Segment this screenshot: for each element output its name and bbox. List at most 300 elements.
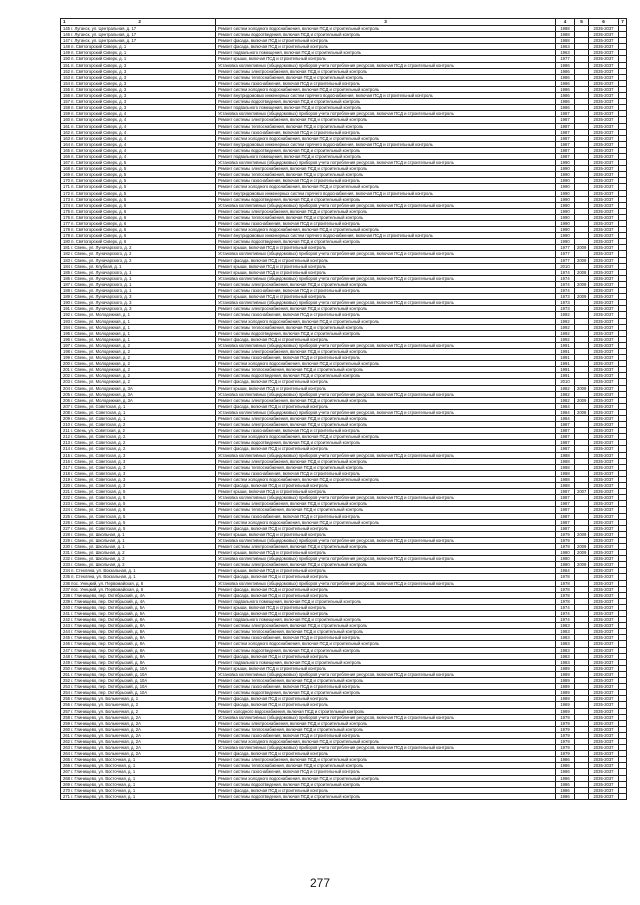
- page-number: 277: [309, 876, 331, 890]
- row-address: п. Святогорский Скверк, д. 6: [71, 233, 127, 239]
- row-year-cell: 1987: [556, 434, 575, 440]
- row-period-cell: 2035-2037: [589, 397, 619, 403]
- row-work-cell: Ремонт систем холодного водоснабжения, включая ПСД и строительный контроль: [216, 641, 556, 647]
- row-repair-year-cell: 2009: [575, 550, 589, 556]
- row-address: г. Свень, ул. Луначарского, д. 3: [71, 300, 132, 306]
- row-address: п. Святогорский Скверк, д. 5: [71, 166, 127, 172]
- row-year-cell: 1964: [556, 568, 575, 574]
- row-number: 247: [63, 647, 70, 653]
- row-period-cell: 2035-2037: [589, 44, 619, 50]
- row-work-cell: Ремонт фасада, включая ПСД и строительный контроль: [216, 586, 556, 592]
- row-year-cell: 1991: [556, 342, 575, 348]
- row-address: г. Свень, ул. Молодежная, д. 1: [71, 330, 130, 336]
- row-number: 220: [63, 483, 70, 489]
- row-address: г. Глинищево, пер. Октябрьский, д. 10А: [71, 678, 148, 684]
- row-year-cell: 1987: [556, 446, 575, 452]
- row-year-cell: 1987: [556, 422, 575, 428]
- row-year-cell: 1983: [556, 623, 575, 629]
- row-work-cell: Ремонт системы электроснабжения, включая ПСД и строительный контроль: [216, 623, 556, 629]
- row-number: 172: [63, 190, 70, 196]
- row-period-cell: 2035-2037: [589, 32, 619, 38]
- row-address: г. Свень, ул. Молодежная, д. 3А: [71, 397, 133, 403]
- row-number: 230: [63, 543, 70, 549]
- row-work-cell: Ремонт фасада, включая ПСД и строительный контроль: [216, 653, 556, 659]
- row-number: 243: [63, 623, 70, 629]
- row-address: п. Святогорский Скверк, д. 5: [71, 196, 127, 202]
- row-work-cell: Установка коллективных (общедомовых) приборов учета потребления ресурсов, включая ПСД и строительный контроль: [216, 745, 556, 751]
- row-year-cell: 1973: [556, 294, 575, 300]
- row-work-cell: Установка коллективных (общедомовых) приборов учета потребления ресурсов, включая ПСД и строительный контроль: [216, 111, 556, 117]
- row-period-cell: 2035-2037: [589, 355, 619, 361]
- row-period-cell: 2035-2037: [589, 99, 619, 105]
- row-work-cell: Ремонт системы теплоснабжения, включая ПСД и строительный контроль: [216, 123, 556, 129]
- row-address: г. Свень, ул. Молодежная, д. 1: [71, 324, 130, 330]
- row-address: г. Свень, ул. Молодежная, д. 3А: [71, 391, 133, 397]
- row-work-cell: Ремонт подвального помещения, включая ПСД и строительный контроль: [216, 617, 556, 623]
- row-work-cell: Ремонт фасада, включая ПСД и строительный контроль: [216, 696, 556, 702]
- row-year-cell: 1986: [556, 74, 575, 80]
- row-work-cell: Установка коллективных (общедомовых) приборов учета потребления ресурсов, включая ПСД и строительный контроль: [216, 275, 556, 281]
- row-address: г. Глинищево, пер. Октябрьский, д. 10А: [71, 690, 148, 696]
- row-year-cell: 1991: [556, 373, 575, 379]
- row-address: г. Свень, ул. Советская, д. 5: [71, 507, 126, 513]
- row-work-cell: Ремонт системы теплоснабжения, включая ПСД и строительный контроль: [216, 726, 556, 732]
- row-number: 242: [63, 617, 70, 623]
- header-col-1-2: 1 2: [61, 19, 216, 26]
- row-period-cell: 2035-2037: [589, 726, 619, 732]
- row-work-cell: Ремонт системы газоснабжения, включая ПСД и строительный контроль: [216, 732, 556, 738]
- capital-repair-table: [60, 18, 627, 800]
- row-work-cell: Ремонт системы электроснабжения, включая ПСД и строительный контроль: [216, 720, 556, 726]
- row-number: 200: [63, 361, 70, 367]
- row-address: г. Свень, ул. Советская, д. 5: [71, 501, 126, 507]
- row-work-cell: Ремонт системы газоснабжения, включая ПСД и строительный контроль: [216, 80, 556, 86]
- row-number: 225: [63, 513, 70, 519]
- row-number: 159: [63, 111, 70, 117]
- row-year-cell: 1988: [556, 26, 575, 32]
- row-work-cell: Ремонт системы водоотведения, включая ПСД и строительный контроль: [216, 99, 556, 105]
- row-period-cell: 2035-2037: [589, 416, 619, 422]
- row-period-cell: 2035-2037: [589, 476, 619, 482]
- row-work-cell: Ремонт системы водоотведения, включая ПСД и строительный контроль: [216, 793, 556, 799]
- header-col-5: 5: [575, 19, 589, 26]
- row-period-cell: 2035-2037: [589, 671, 619, 677]
- row-address: г. Глинищево, пер. Октябрьский, д. 8А: [71, 647, 145, 653]
- row-period-cell: 2035-2037: [589, 531, 619, 537]
- row-year-cell: 1988: [556, 32, 575, 38]
- row-number: 181: [63, 245, 70, 251]
- row-period-cell: 2035-2037: [589, 184, 619, 190]
- row-year-cell: 1986: [556, 757, 575, 763]
- row-year-cell: 1979: [556, 751, 575, 757]
- row-year-cell: 1989: [556, 690, 575, 696]
- row-year-cell: 1991: [556, 348, 575, 354]
- row-address: п. Святогорский Скверк, д. 1: [71, 56, 127, 62]
- row-address: г. Свень, ул. Советская, д. 1: [71, 416, 126, 421]
- row-year-cell: 1986: [556, 99, 575, 105]
- row-address: г. Глинищево, ул. Больничная, д. 2А: [71, 726, 141, 732]
- row-number: 202: [63, 373, 70, 379]
- row-address: г. Луганск, ул. Центральная, д. 17: [71, 26, 137, 31]
- row-address: г. Глинищево, пер. Октябрьский, д. 4А: [71, 592, 145, 598]
- row-address: п. Святогорский Скверк, д. 3: [71, 74, 127, 80]
- row-year-cell: 1987: [556, 153, 575, 159]
- row-period-cell: 2035-2037: [589, 135, 619, 141]
- row-year-cell: 1978: [556, 592, 575, 598]
- row-period-cell: 2035-2037: [589, 501, 619, 507]
- row-year-cell: 1979: [556, 714, 575, 720]
- row-period-cell: 2035-2037: [589, 507, 619, 513]
- row-address: г. Свень, ул. Советская, д. 2: [71, 440, 126, 446]
- row-number: 167: [63, 160, 70, 166]
- row-number: 219: [63, 476, 70, 482]
- row-period-cell: 2035-2037: [589, 117, 619, 123]
- row-work-cell: Ремонт крыши, включая ПСД и строительный контроль: [216, 665, 556, 671]
- row-address: г. Свень, ул. Молодежная, д. 3А: [71, 385, 133, 391]
- row-year-cell: 1979: [556, 531, 575, 537]
- row-work-cell: Ремонт крыши, включая ПСД и строительный контроль: [216, 56, 556, 62]
- row-number: 156: [63, 93, 70, 99]
- row-work-cell: Ремонт системы электроснабжения, включая ПСД и строительный контроль: [216, 562, 556, 568]
- row-year-cell: 1989: [556, 696, 575, 702]
- row-period-cell: 2035-2037: [589, 105, 619, 111]
- row-address: г. Свень, ул. Школьная, д. 2: [71, 550, 125, 556]
- row-number: 191: [63, 306, 70, 312]
- row-period-cell: 2035-2037: [589, 434, 619, 440]
- row-year-cell: 1983: [556, 635, 575, 641]
- row-number: 184: [63, 263, 70, 269]
- row-address: г. Глинищево, ул. Восточная, д. 1: [71, 763, 136, 769]
- row-year-cell: 1988: [556, 483, 575, 489]
- row-number: 208: [63, 409, 70, 415]
- row-year-cell: 1979: [556, 720, 575, 726]
- row-work-cell: Ремонт фасада, включая ПСД и строительный контроль: [216, 483, 556, 489]
- row-number: 193: [63, 318, 70, 324]
- row-period-cell: 2035-2037: [589, 391, 619, 397]
- row-work-cell: Установка коллективных (общедомовых) приборов учета потребления ресурсов, включая ПСД и строительный контроль: [216, 556, 556, 562]
- row-work-cell: Ремонт крыши, включая ПСД и строительный контроль: [216, 294, 556, 300]
- row-year-cell: 1989: [556, 684, 575, 690]
- row-period-cell: 2035-2037: [589, 263, 619, 269]
- header-col-4: 4: [556, 19, 575, 26]
- row-address: г. Глинищево, ул. Больничная, д. 2: [71, 702, 139, 708]
- row-year-cell: 1990: [556, 233, 575, 239]
- row-period-cell: 2035-2037: [589, 525, 619, 531]
- row-number: 258: [63, 714, 70, 720]
- row-number: 226: [63, 519, 70, 525]
- row-period-cell: 2035-2037: [589, 50, 619, 56]
- row-year-cell: 1980: [556, 556, 575, 562]
- row-period-cell: 2035-2037: [589, 464, 619, 470]
- row-period-cell: 2035-2037: [589, 324, 619, 330]
- row-work-cell: Установка коллективных (общедомовых) приборов учета потребления ресурсов, включая ПСД и строительный контроль: [216, 160, 556, 166]
- row-work-cell: Ремонт подвального помещения, включая ПСД и строительный контроль: [216, 50, 556, 56]
- row-work-cell: Ремонт крыши, включая ПСД и строительный контроль: [216, 269, 556, 275]
- row-period-cell: 2035-2037: [589, 757, 619, 763]
- row-address: г. Свень, ул. Советская, д. 5: [71, 489, 126, 495]
- row-number: 179: [63, 233, 70, 239]
- row-year-cell: 1987: [556, 525, 575, 531]
- row-address: г. Глинищево, пер. Октябрьский, д. 5А: [71, 604, 145, 610]
- row-period-cell: 2035-2037: [589, 550, 619, 556]
- row-year-cell: 1984: [556, 416, 575, 422]
- row-year-cell: 1977: [556, 56, 575, 62]
- row-year-cell: 1987: [556, 495, 575, 501]
- row-work-cell: Ремонт системы газоснабжения, включая ПСД и строительный контроль: [216, 288, 556, 294]
- row-number: 148: [63, 44, 70, 50]
- row-year-cell: 1969: [556, 702, 575, 708]
- row-address: г. Свень, ул. Советская, д. 3: [71, 458, 126, 464]
- row-work-cell: Ремонт систем холодного водоснабжения, включая ПСД и строительный контроль: [216, 184, 556, 190]
- row-work-cell: Ремонт системы водоотведения, включая ПСД и строительный контроль: [216, 440, 556, 446]
- row-period-cell: 2035-2037: [589, 62, 619, 68]
- row-address: г. Свень, ул. Молодежная, д. 2: [71, 348, 130, 354]
- row-year-cell: 2010: [556, 263, 575, 269]
- row-year-cell: 1983: [556, 647, 575, 653]
- row-address: г. Свень, ул. Советская, д. 5: [71, 513, 126, 519]
- row-number: 176: [63, 214, 70, 220]
- row-number: 240: [63, 604, 70, 610]
- row-address: п. Святогорский Скверк, д. 6: [71, 208, 127, 214]
- row-period-cell: 2035-2037: [589, 696, 619, 702]
- row-work-cell: Ремонт системы электроснабжения, включая ПСД и строительный контроль: [216, 166, 556, 172]
- row-number: 217: [63, 464, 70, 470]
- row-work-cell: Ремонт системы теплоснабжения, включая ПСД и строительный контроль: [216, 214, 556, 220]
- row-period-cell: 2035-2037: [589, 556, 619, 562]
- row-address: г. Свень, ул. Советская, д. 1: [71, 409, 126, 415]
- row-address: пос. Унецкий, ул. Первомайская, д. 8: [71, 580, 144, 586]
- row-address: г. Свень, ул. Молодежная, д. 1: [71, 336, 130, 342]
- row-work-cell: Ремонт подвального помещения, включая ПСД и строительный контроль: [216, 659, 556, 665]
- row-address: п. Святогорский Скверк, д. 4: [71, 141, 127, 147]
- row-period-cell: 2035-2037: [589, 647, 619, 653]
- row-period-cell: 2035-2037: [589, 751, 619, 757]
- row-address: г. Глинищево, ул. Больничная, д. 2А: [71, 751, 141, 757]
- row-year-cell: 1988: [556, 476, 575, 482]
- row-period-cell: 2035-2037: [589, 483, 619, 489]
- row-work-cell: Ремонт системы газоснабжения, включая ПСД и строительный контроль: [216, 129, 556, 135]
- row-number: 196: [63, 336, 70, 342]
- row-number: 259: [63, 720, 70, 726]
- row-year-cell: 1990: [556, 239, 575, 245]
- row-work-cell: Ремонт системы теплоснабжения, включая ПСД и строительный контроль: [216, 324, 556, 330]
- row-number: 270: [63, 787, 70, 793]
- row-address: г. Свень, ул. Луначарского, д. 3: [71, 306, 132, 312]
- row-year-cell: 1979: [556, 543, 575, 549]
- row-year-cell: 1987: [556, 489, 575, 495]
- row-work-cell: Ремонт крыши, включая ПСД и строительный контроль: [216, 263, 556, 269]
- row-number: 235: [63, 574, 70, 580]
- row-number: 271: [63, 793, 70, 799]
- row-year-cell: 1992: [556, 324, 575, 330]
- row-period-cell: 2035-2037: [589, 123, 619, 129]
- row-work-cell: Ремонт системы электроснабжения, включая ПСД и строительный контроль: [216, 348, 556, 354]
- row-year-cell: 1988: [556, 464, 575, 470]
- row-number: 186: [63, 275, 70, 281]
- row-address: г. Свень, ул. Советская, д. 2: [71, 422, 126, 428]
- row-number: 192: [63, 312, 70, 318]
- row-work-cell: Ремонт системы электроснабжения, включая ПСД и строительный контроль: [216, 281, 556, 287]
- row-address: г. Свень, ул. Луначарского, д. 1: [71, 269, 132, 275]
- row-number: 215: [63, 452, 70, 458]
- row-work-cell: Ремонт систем холодного водоснабжения, включая ПСД и строительный контроль: [216, 227, 556, 233]
- row-work-cell: Ремонт системы электроснабжения, включая ПСД и строительный контроль: [216, 422, 556, 428]
- row-number: 213: [63, 440, 70, 446]
- row-year-cell: 1986: [556, 763, 575, 769]
- row-period-cell: 2035-2037: [589, 586, 619, 592]
- row-work-cell: Ремонт крыши, включая ПСД и строительный контроль: [216, 531, 556, 537]
- row-period-cell: 2035-2037: [589, 74, 619, 80]
- row-period-cell: 2035-2037: [589, 227, 619, 233]
- header-col-3: 3: [216, 19, 556, 26]
- row-year-cell: 1990: [556, 178, 575, 184]
- row-period-cell: 2035-2037: [589, 367, 619, 373]
- row-period-cell: 2035-2037: [589, 678, 619, 684]
- row-period-cell: 2035-2037: [589, 202, 619, 208]
- row-number: 185: [63, 269, 70, 275]
- row-address: г. Глинищево, пер. Октябрьский, д. 8А: [71, 659, 145, 665]
- row-number: 232: [63, 556, 70, 562]
- row-number: 218: [63, 470, 70, 476]
- row-work-cell: Ремонт систем холодного водоснабжения, включая ПСД и строительный контроль: [216, 318, 556, 324]
- row-work-cell: Ремонт системы электроснабжения, включая ПСД и строительный контроль: [216, 117, 556, 123]
- row-year-cell: 1986: [556, 62, 575, 68]
- row-work-cell: Ремонт системы электроснабжения, включая ПСД и строительный контроль: [216, 416, 556, 422]
- row-number: 174: [63, 202, 70, 208]
- row-work-cell: Ремонт системы теплоснабжения, включая ПСД и строительный контроль: [216, 367, 556, 373]
- row-work-cell: Ремонт системы теплоснабжения, включая ПСД и строительный контроль: [216, 172, 556, 178]
- row-year-cell: 1991: [556, 355, 575, 361]
- row-period-cell: 2035-2037: [589, 458, 619, 464]
- row-period-cell: 2035-2037: [589, 604, 619, 610]
- row-work-cell: Установка коллективных (общедомовых) приборов учета потребления ресурсов, включая ПСД и строительный контроль: [216, 580, 556, 586]
- row-number: 154: [63, 80, 70, 86]
- row-period-cell: 2035-2037: [589, 26, 619, 32]
- row-year-cell: 1974: [556, 288, 575, 294]
- row-work-cell: Установка коллективных (общедомовых) приборов учета потребления ресурсов, включая ПСД и строительный контроль: [216, 714, 556, 720]
- row-work-cell: Ремонт крыши, включая ПСД и строительный контроль: [216, 604, 556, 610]
- row-address: г. Свень, ул. Молодежная, д. 2: [71, 367, 130, 373]
- row-work-cell: Ремонт системы газоснабжения, включая ПСД и строительный контроль: [216, 312, 556, 318]
- row-address: г. Луганск, ул. Центральная, д. 17: [71, 38, 137, 44]
- row-period-cell: 2035-2037: [589, 769, 619, 775]
- row-year-cell: 1963: [556, 44, 575, 50]
- row-work-cell: Ремонт фасада, включая ПСД и строительный контроль: [216, 257, 556, 263]
- row-number: 171: [63, 184, 70, 190]
- row-address: г. Глинищево, пер. Октябрьский, д. 4А: [71, 598, 145, 604]
- row-year-cell: 1990: [556, 208, 575, 214]
- row-period-cell: 2035-2037: [589, 470, 619, 476]
- row-number: 180: [63, 239, 70, 245]
- row-work-cell: Ремонт систем холодного водоснабжения, включая ПСД и строительный контроль: [216, 519, 556, 525]
- row-address: п. Святогорский Скверк, д. 3: [71, 68, 127, 74]
- row-period-cell: 2035-2037: [589, 775, 619, 781]
- row-year-cell: 1982: [556, 391, 575, 397]
- row-address: п. Святогорский Скверк, д. 3: [71, 93, 127, 99]
- row-address: п. Святогорский Скверк, д. 1: [71, 50, 127, 56]
- row-address: г. Свень, ул. Школьная, д. 1: [71, 543, 125, 549]
- row-year-cell: 1974: [556, 604, 575, 610]
- row-address: г. Глинищево, ул. Восточная, д. 1: [71, 787, 136, 793]
- row-period-cell: 2035-2037: [589, 318, 619, 324]
- row-period-cell: 2035-2037: [589, 257, 619, 263]
- row-work-cell: Ремонт крыши, включая ПСД и строительный контроль: [216, 550, 556, 556]
- row-period-cell: 2035-2037: [589, 221, 619, 227]
- row-number: 263: [63, 745, 70, 751]
- row-period-cell: 2035-2037: [589, 519, 619, 525]
- row-work-cell: Установка коллективных (общедомовых) приборов учета потребления ресурсов, включая ПСД и строительный контроль: [216, 342, 556, 348]
- row-work-cell: Ремонт системы газоснабжения, включая ПСД и строительный контроль: [216, 428, 556, 434]
- row-number: 161: [63, 123, 70, 129]
- row-address: п. Стекляна, ул. Вокзальная, д. 1: [71, 574, 136, 580]
- row-work-cell: Ремонт системы электроснабжения, включая ПСД и строительный контроль: [216, 543, 556, 549]
- row-year-cell: 1988: [556, 470, 575, 476]
- row-address: г. Свень, ул. Советская, д. 2: [71, 446, 126, 452]
- row-number: 198: [63, 348, 70, 354]
- row-work-cell: Ремонт системы электроснабжения, включая ПСД и строительный контроль: [216, 757, 556, 763]
- row-year-cell: 1988: [556, 452, 575, 458]
- row-period-cell: 2035-2037: [589, 306, 619, 312]
- row-period-cell: 2035-2037: [589, 111, 619, 117]
- row-address: г. Свень, ул. Молодежная, д. 2: [71, 373, 130, 379]
- row-work-cell: Ремонт системы водоотведения, включая ПСД и строительный контроль: [216, 781, 556, 787]
- row-address: г. Глинищево, пер. Октябрьский, д. 5А: [71, 611, 145, 616]
- row-address: г. Глинищево, пер. Октябрьский, д. 10А: [71, 665, 148, 671]
- row-year-cell: 1978: [556, 586, 575, 592]
- row-number: 190: [63, 300, 70, 306]
- row-year-cell: 1992: [556, 330, 575, 336]
- row-work-cell: Ремонт системы газоснабжения, включая ПСД и строительный контроль: [216, 178, 556, 184]
- row-number: 266: [63, 763, 70, 769]
- row-number: 204: [63, 385, 70, 391]
- row-period-cell: 2035-2037: [589, 294, 619, 300]
- row-repair-year-cell: 2009: [575, 385, 589, 391]
- row-period-cell: 2035-2037: [589, 275, 619, 281]
- row-work-cell: Ремонт фасада, включая ПСД и строительный контроль: [216, 403, 556, 409]
- row-year-cell: 1986: [556, 781, 575, 787]
- row-address: г. Свень, ул. Луначарского, д. 1: [71, 288, 132, 294]
- row-number: 264: [63, 751, 70, 757]
- row-period-cell: 2035-2037: [589, 330, 619, 336]
- row-number: 189: [63, 294, 70, 300]
- row-period-cell: 2035-2037: [589, 172, 619, 178]
- row-year-cell: 1986: [556, 93, 575, 99]
- row-address: г. Глинищево, ул. Больничная, д. 2: [71, 708, 139, 714]
- row-work-cell: Ремонт системы электроснабжения, включая ПСД и строительный контроль: [216, 208, 556, 214]
- row-year-cell: 1990: [556, 221, 575, 227]
- row-number: 262: [63, 738, 70, 744]
- row-work-cell: Установка коллективных (общедомовых) приборов учета потребления ресурсов, включая ПСД и строительный контроль: [216, 409, 556, 415]
- row-number: 168: [63, 166, 70, 172]
- row-address: г. Свень, ул. Советская, д. 3: [71, 464, 126, 470]
- row-number: 205: [63, 391, 70, 397]
- row-number: 248: [63, 653, 70, 659]
- row-year-cell: 1983: [556, 629, 575, 635]
- row-number: 152: [63, 68, 70, 74]
- row-number: 254: [63, 690, 70, 696]
- row-repair-year-cell: 2008: [575, 409, 589, 415]
- row-year-cell: 1984: [556, 403, 575, 409]
- row-work-cell: Ремонт подвального помещения, включая ПСД и строительный контроль: [216, 598, 556, 604]
- row-work-cell: Установка коллективных (общедомовых) приборов учета потребления ресурсов, включая ПСД и строительный контроль: [216, 495, 556, 501]
- row-address: г. Глинищево, ул. Больничная, д. 2А: [71, 720, 141, 726]
- row-year-cell: 1977: [556, 251, 575, 257]
- row-period-cell: 2035-2037: [589, 269, 619, 275]
- row-year-cell: 1987: [556, 501, 575, 507]
- row-address: г. Глинищево, ул. Восточная, д. 1: [71, 781, 136, 787]
- row-year-cell: 1988: [556, 458, 575, 464]
- row-period-cell: 2035-2037: [589, 147, 619, 153]
